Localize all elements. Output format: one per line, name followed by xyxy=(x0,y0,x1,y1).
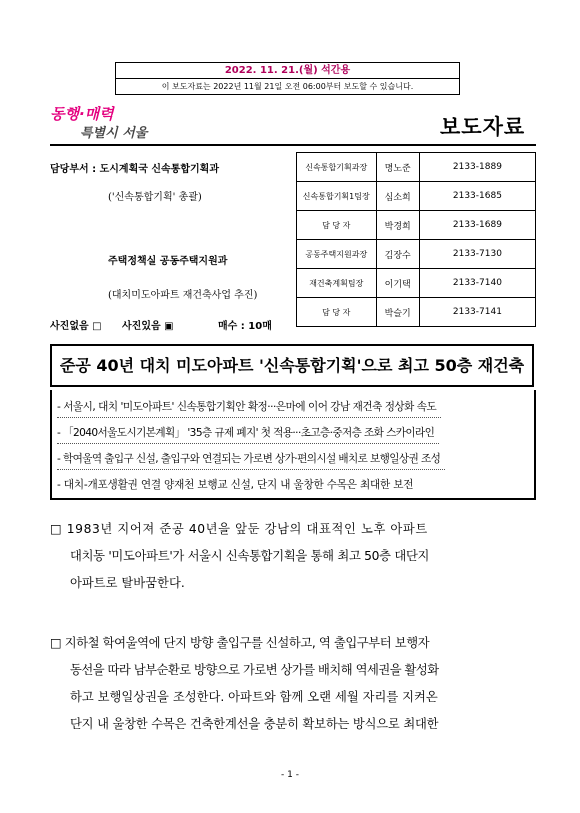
paragraph-line: 대치동 '미도아파트'가 서울시 신속통합기획을 통해 최고 50층 대단지 xyxy=(70,549,430,563)
contact-phone: 2133-7141 xyxy=(419,298,535,327)
seoul-logo xyxy=(50,103,160,141)
subheadline xyxy=(57,477,413,492)
paragraph-line: 동선을 따라 남부순환로 방향으로 가로변 상가를 배치해 역세권을 활성화 xyxy=(70,663,439,677)
subheadline-text: - 「2040서울도시기본계획」 '35층 규제 폐지' 첫 적용···초고층·중저층 조화 스카이라인 xyxy=(57,427,435,439)
paragraph-line: 아파트로 탈바꿈한다. xyxy=(70,576,185,590)
subheadline xyxy=(57,399,436,414)
contact-row xyxy=(297,211,536,240)
subheadline xyxy=(57,451,440,466)
paragraph-line: 단지 내 울창한 수목은 건축한계선을 충분히 확보하는 방식으로 최대한 xyxy=(70,717,439,731)
release-date: 2022. 11. 21.(월) 석간용 xyxy=(116,63,459,79)
contact-row xyxy=(297,298,536,327)
paragraph-line: □ 1983년 지어져 준공 40년을 앞둔 강남의 대표적인 노후 아파트 xyxy=(50,522,428,536)
contact-role: 공동주택지원과장 xyxy=(297,240,377,269)
contact-phone: 2133-1889 xyxy=(419,153,535,182)
subheadline-text: - 서울시, 대치 '미도아파트' 신속통합기획안 확정···은마에 이어 강남 재건축 정상화 속도 xyxy=(57,401,437,413)
headline: 준공 40년 대치 미도아파트 '신속통합기획'으로 최고 50층 재건축 xyxy=(50,344,534,387)
paragraph-line: □ 지하철 학여울역에 단지 방향 출입구를 신설하고, 역 출입구부터 보행자 xyxy=(50,636,430,650)
document-type: 보도자료 xyxy=(440,115,526,139)
paragraph-2 xyxy=(50,630,536,738)
dept-note-2: (대치미도아파트 재건축사업 추진) xyxy=(108,290,258,301)
subheadline xyxy=(57,425,434,440)
contact-row xyxy=(297,269,536,298)
dept-label-2: 주택정책실 공동주택지원과 xyxy=(108,256,228,267)
logo-text-bottom: 특별시 서울 xyxy=(80,126,148,141)
contact-name: 박경희 xyxy=(376,211,419,240)
photo-none: 사진없음 □ xyxy=(50,321,102,332)
dept-label: 담당부서 : 도시계획국 신속통합기획과 xyxy=(50,164,220,175)
contact-name: 심소희 xyxy=(376,182,419,211)
contact-phone: 2133-1685 xyxy=(419,182,535,211)
paragraph-1 xyxy=(50,516,536,597)
contact-role: 담 당 자 xyxy=(297,211,377,240)
contact-role: 담 당 자 xyxy=(297,298,377,327)
contact-name: 이기택 xyxy=(376,269,419,298)
contact-phone: 2133-1689 xyxy=(419,211,535,240)
contact-row xyxy=(297,153,536,182)
contact-name: 김장수 xyxy=(376,240,419,269)
page-number: - 1 - xyxy=(281,770,299,780)
contact-row xyxy=(297,182,536,211)
contact-role: 재건축계획팀장 xyxy=(297,269,377,298)
dept-note: ('신속통합기획' 총괄) xyxy=(108,192,202,203)
contact-name: 박슬기 xyxy=(376,298,419,327)
subheadline-box xyxy=(50,390,536,500)
subheadline-text: - 대치-개포생활권 연결 양재천 보행교 신설, 단지 내 울창한 수목은 최대한 보전 xyxy=(57,479,414,491)
contact-table xyxy=(296,152,536,327)
contact-phone: 2133-7140 xyxy=(419,269,535,298)
paragraph-line: 하고 보행일상권을 조성한다. 아파트와 함께 오랜 세월 자리를 지켜온 xyxy=(70,690,438,704)
contact-role: 신속통합기획과장 xyxy=(297,153,377,182)
contact-name: 명노준 xyxy=(376,153,419,182)
photo-present: 사진있음 ▣ xyxy=(122,321,174,332)
embargo-notice: 이 보도자료는 2022년 11월 21일 오전 06:00부터 보도할 수 있습니다. xyxy=(161,82,414,91)
contact-row xyxy=(297,240,536,269)
subheadline-text: - 학여울역 출입구 신설, 출입구와 연결되는 가로변 상가·편의시설 배치로 보행일상권 조성 xyxy=(57,453,441,465)
contact-phone: 2133-7130 xyxy=(419,240,535,269)
contact-role: 신속통합기획1팀장 xyxy=(297,182,377,211)
header-divider xyxy=(50,144,536,146)
photo-count: 매수 : 10매 xyxy=(218,321,272,332)
logo-text-top: 동행·매력 xyxy=(50,105,114,123)
release-info-box xyxy=(115,62,460,95)
